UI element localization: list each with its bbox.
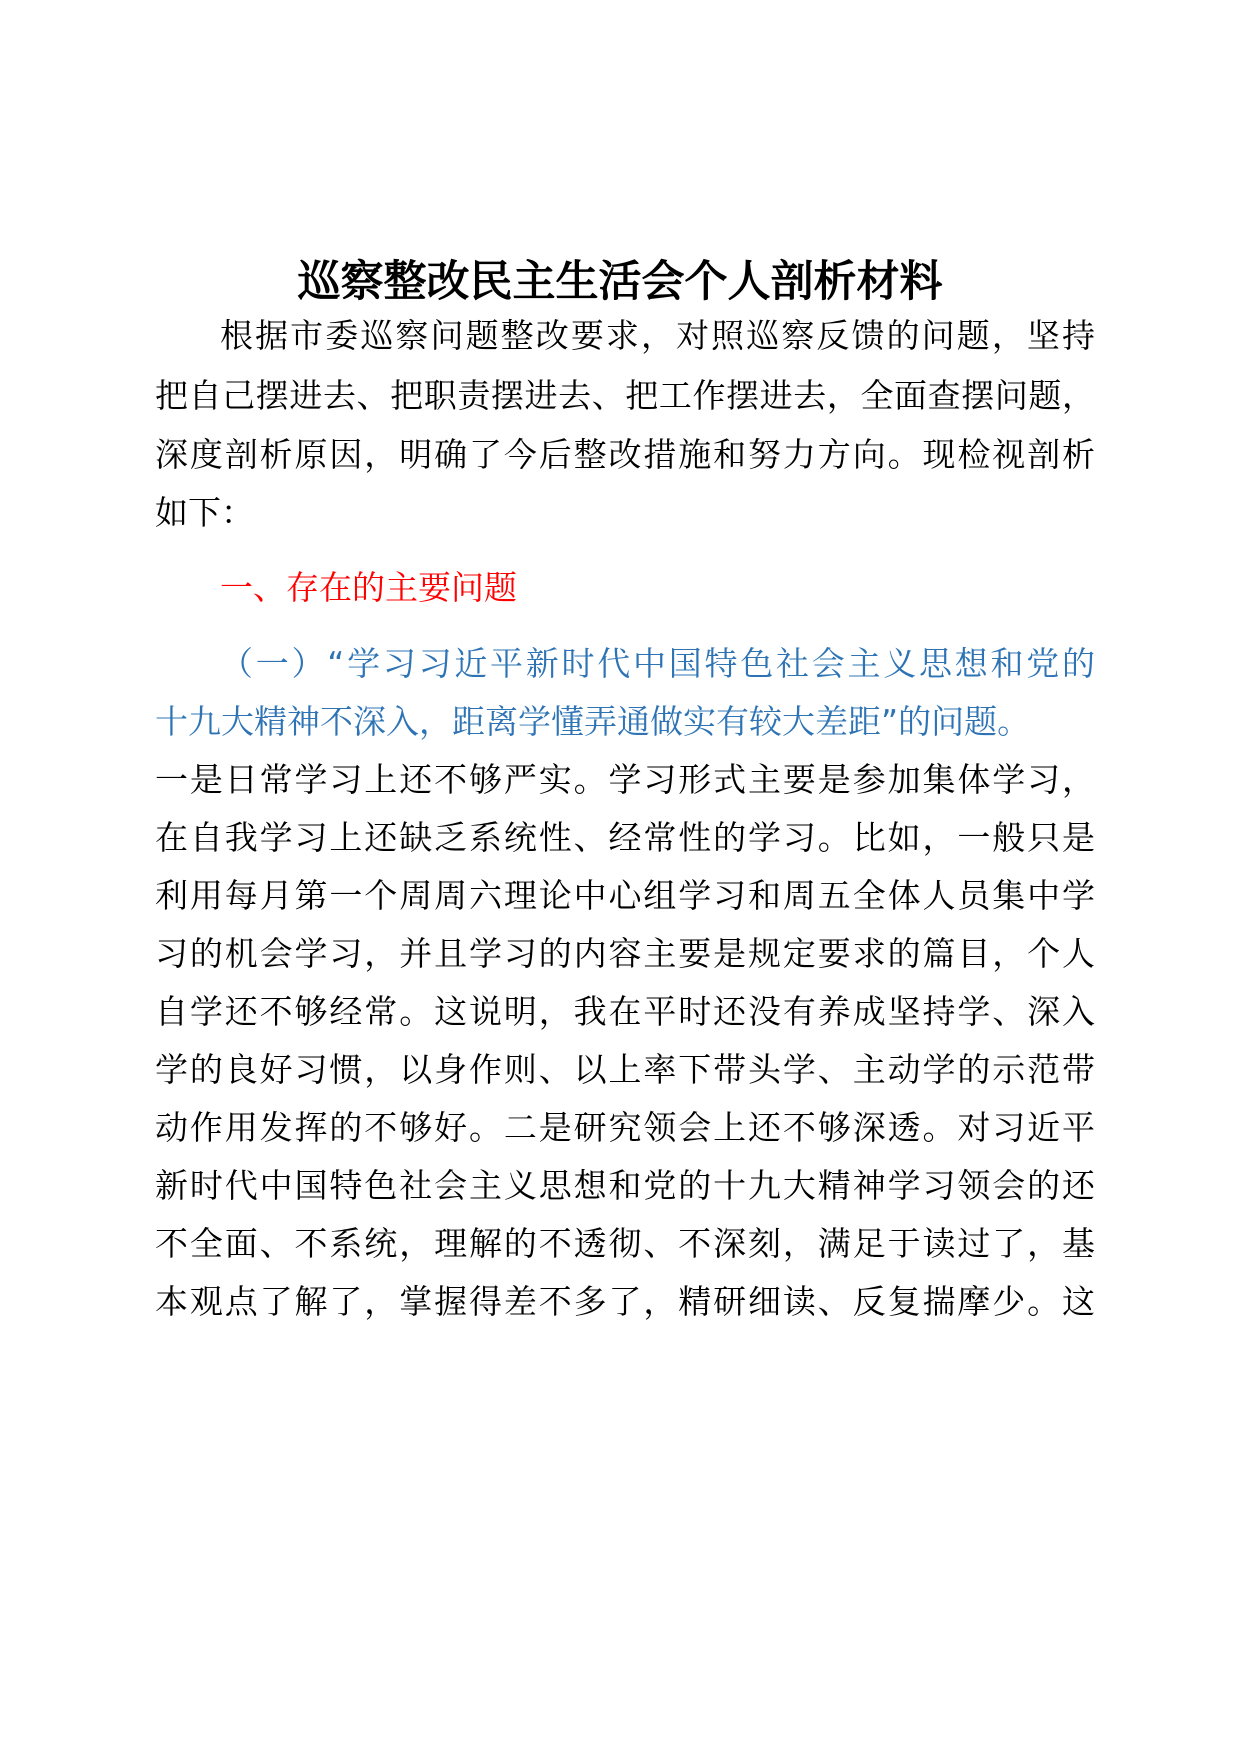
body-line-6: 学的良好习惯，以身作则、以上率下带头学、主动学的示范带 xyxy=(155,1050,1095,1089)
body-line-2: 在自我学习上还缺乏系统性、经常性的学习。比如，一般只是 xyxy=(155,818,1095,857)
body-line-10: 本观点了解了，掌握得差不多了，精研细读、反复揣摩少。这 xyxy=(155,1282,1095,1321)
body-line-9: 不全面、不系统，理解的不透彻、不深刻，满足于读过了，基 xyxy=(155,1224,1095,1263)
document-title: 巡察整改民主生活会个人剖析材料 xyxy=(297,257,943,307)
subsection-line-2: 十九大精神不深入，距离学懂弄通做实有较大差距”的问题。 xyxy=(155,702,1031,741)
subsection-line-1: （一）“学习习近平新时代中国特色社会主义思想和党的 xyxy=(220,644,1095,683)
intro-line-1: 根据市委巡察问题整改要求，对照巡察反馈的问题，坚持 xyxy=(220,316,1095,355)
body-line-5: 自学还不够经常。这说明，我在平时还没有养成坚持学、深入 xyxy=(155,992,1095,1031)
intro-line-2: 把自己摆进去、把职责摆进去、把工作摆进去，全面查摆问题， xyxy=(155,376,1095,415)
body-line-1: 一是日常学习上还不够严实。学习形式主要是参加集体学习， xyxy=(155,760,1095,799)
body-line-3: 利用每月第一个周周六理论中心组学习和周五全体人员集中学 xyxy=(155,876,1095,915)
section-heading: 一、存在的主要问题 xyxy=(220,568,517,607)
intro-line-3: 深度剖析原因，明确了今后整改措施和努力方向。现检视剖析 xyxy=(155,435,1095,474)
body-line-8: 新时代中国特色社会主义思想和党的十九大精神学习领会的还 xyxy=(155,1166,1095,1205)
intro-line-4: 如下： xyxy=(155,493,254,532)
body-line-7: 动作用发挥的不够好。二是研究领会上还不够深透。对习近平 xyxy=(155,1108,1095,1147)
body-line-4: 习的机会学习，并且学习的内容主要是规定要求的篇目，个人 xyxy=(155,934,1095,973)
